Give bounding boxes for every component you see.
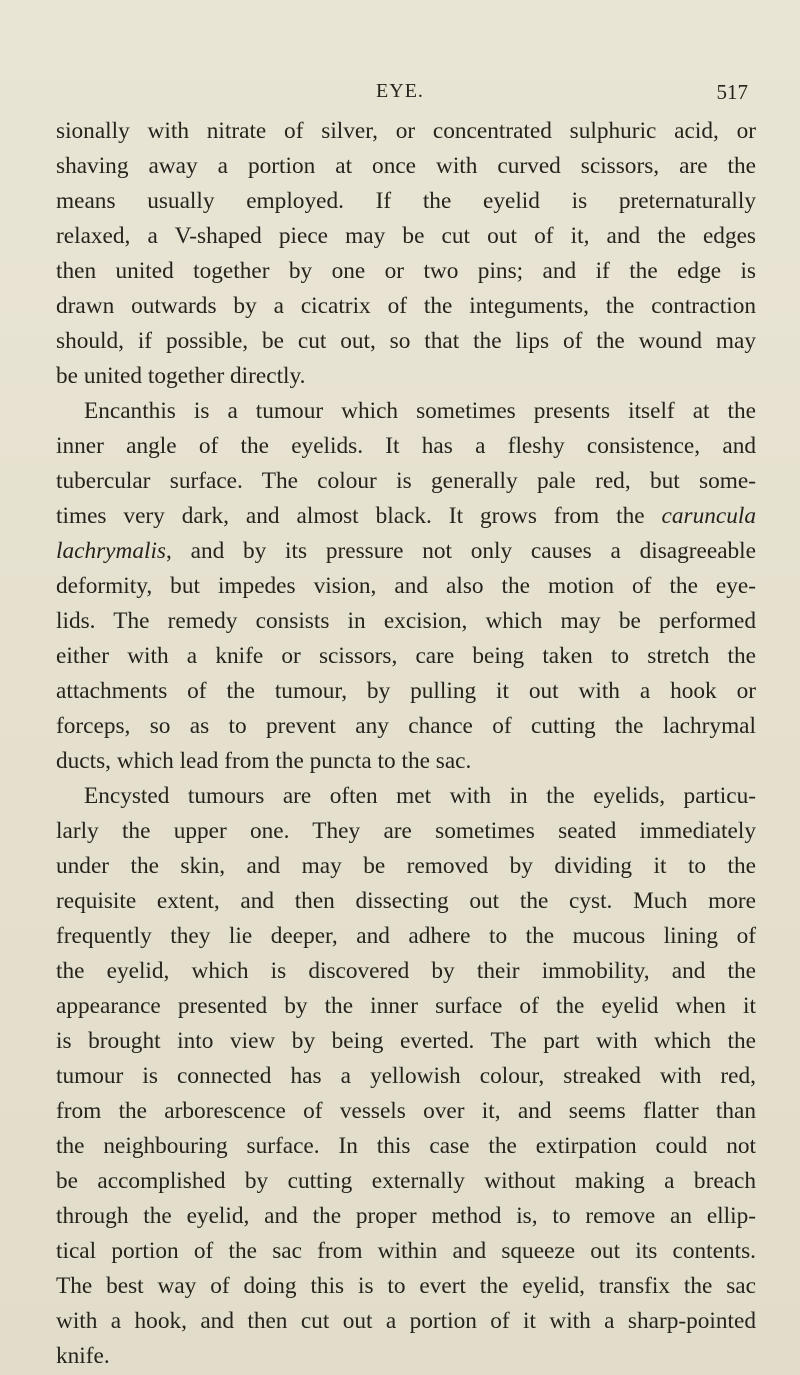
text-line: means usually employed. If the eyelid is preternaturally (56, 188, 756, 214)
text-line: should, if possible, be cut out, so that the lips of the wound may (56, 328, 756, 354)
text-line: forceps, so as to prevent any chance of cutting the lachrymal (56, 713, 756, 739)
paragraph-start-encysted: Encysted tumours are often met with in the eyelids, particu- (84, 783, 756, 809)
running-head-title: EYE. (376, 80, 424, 102)
text-line: drawn outwards by a cicatrix of the integuments, the contraction (56, 293, 756, 319)
text-line: larly the upper one. They are sometimes seated immediately (56, 818, 756, 844)
page-number: 517 (716, 80, 748, 104)
text-line: from the arborescence of vessels over it, and seems flatter than (56, 1098, 756, 1124)
text-line: then united together by one or two pins; and if the edge is (56, 258, 756, 284)
text-line: with a hook, and then cut out a portion of it with a sharp-pointed (56, 1308, 756, 1334)
text-line-with-italic (56, 534, 756, 569)
text-line: under the skin, and may be removed by dividing it to the (56, 853, 756, 879)
text-line: relaxed, a V-shaped piece may be cut out of it, and the edges (56, 223, 756, 249)
text-line: the eyelid, which is discovered by their immobility, and the (56, 958, 756, 984)
text-line: inner angle of the eyelids. It has a fleshy consistence, and (56, 433, 756, 459)
text-line: tubercular surface. The colour is generally pale red, but some- (56, 468, 756, 494)
text-line: appearance presented by the inner surface of the eyelid when it (56, 993, 756, 1019)
text-line: shaving away a portion at once with curved scissors, are the (56, 153, 756, 179)
text-line: through the eyelid, and the proper method is, to remove an ellip- (56, 1203, 756, 1229)
running-head (0, 80, 800, 110)
text-line: tical portion of the sac from within and squeeze out its contents. (56, 1238, 756, 1264)
text-line: attachments of the tumour, by pulling it out with a hook or (56, 678, 756, 704)
body-text (56, 114, 756, 1374)
text-line: sionally with nitrate of silver, or concentrated sulphuric acid, or (56, 118, 756, 144)
text-line: lids. The remedy consists in excision, which may be performed (56, 608, 756, 634)
text-line: The best way of doing this is to evert the eyelid, transfix the sac (56, 1273, 756, 1299)
text-line: ducts, which lead from the puncta to the sac. (56, 748, 472, 774)
italic-term: caruncula (661, 503, 756, 529)
text-line: frequently they lie deeper, and adhere to the mucous lining of (56, 923, 756, 949)
text-line: knife. (56, 1343, 110, 1369)
text-line: be united together directly. (56, 363, 306, 389)
text-line: requisite extent, and then dissecting out the cyst. Much more (56, 888, 756, 914)
text-line: tumour is connected has a yellowish colour, streaked with red, (56, 1063, 756, 1089)
text-line: deformity, but impedes vision, and also the motion of the eye- (56, 573, 756, 599)
italic-term: lachrymalis (56, 538, 167, 564)
paragraph-start-encanthis: Encanthis is a tumour which sometimes presents itself at the (84, 398, 756, 424)
text-segment: , and by its pressure not only causes a disagreeable (166, 538, 756, 564)
text-line: is brought into view by being everted. The part with which the (56, 1028, 756, 1054)
text-segment: times very dark, and almost black. It grows from the (56, 503, 662, 529)
text-line: the neighbouring surface. In this case the extirpation could not (56, 1133, 756, 1159)
text-line: be accomplished by cutting externally without making a breach (56, 1168, 756, 1194)
text-line: either with a knife or scissors, care being taken to stretch the (56, 643, 756, 669)
text-line-with-italic (56, 499, 756, 534)
